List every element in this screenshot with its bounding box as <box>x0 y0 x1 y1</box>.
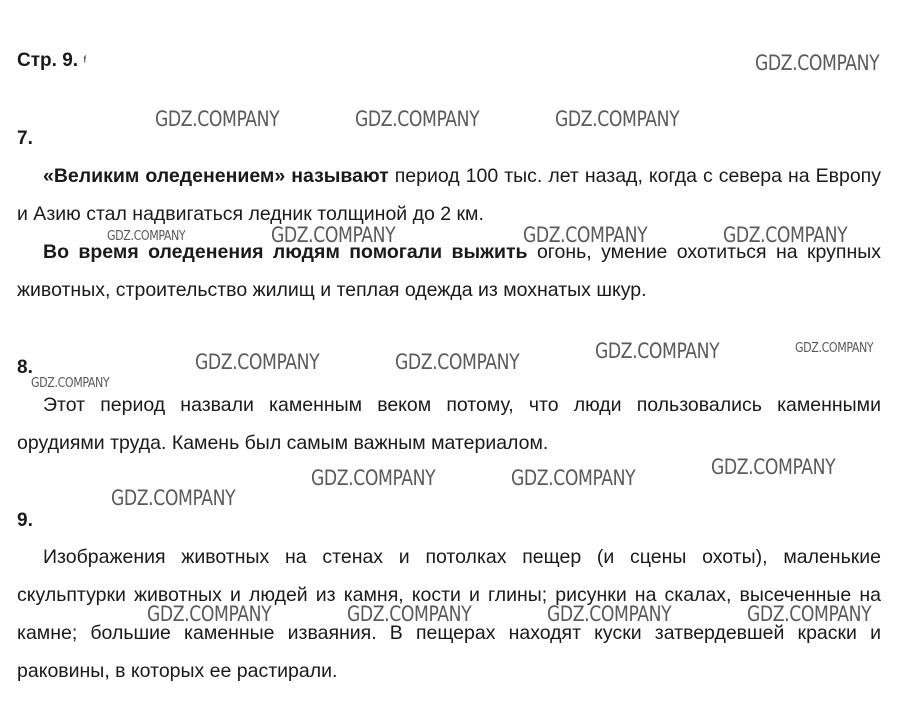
page-label: Стр. 9. $^ᶠ$ <box>17 50 87 71</box>
watermark: GDZ.COMPANY <box>271 223 396 247</box>
watermark: GDZ.COMPANY <box>155 107 280 131</box>
watermark: GDZ.COMPANY <box>147 602 272 626</box>
answer-number-7: 7. <box>17 128 33 149</box>
answer-8-paragraph-1 <box>17 386 881 462</box>
answer-8-paragraph-1-text: Этот период назвали каменным веком потому, что люди пользовались каменными орудиями труда. Камень был самым важным материалом. <box>17 394 881 454</box>
answer-7-paragraph-1-text: период 100 тыс. лет назад, когда с севера на Европу и Азию стал надвигаться ледник толщиной до 2 км. <box>17 165 881 225</box>
answer-number-9: 9. <box>17 510 33 531</box>
watermark: GDZ.COMPANY <box>347 602 472 626</box>
watermark: GDZ.COMPANY <box>311 466 436 490</box>
watermark: GDZ.COMPANY <box>795 340 874 356</box>
watermark: GDZ.COMPANY <box>395 350 520 374</box>
watermark: GDZ.COMPANY <box>555 107 680 131</box>
watermark: GDZ.COMPANY <box>111 486 236 510</box>
watermark: GDZ.COMPANY <box>523 223 648 247</box>
watermark: GDZ.COMPANY <box>195 350 320 374</box>
watermark: GDZ.COMPANY <box>723 223 848 247</box>
watermark: GDZ.COMPANY <box>755 51 880 75</box>
watermark: GDZ.COMPANY <box>547 602 672 626</box>
answer-number-8: 8. <box>17 357 33 378</box>
watermark: GDZ.COMPANY <box>355 107 480 131</box>
watermark: GDZ.COMPANY <box>595 339 720 363</box>
answer-7-paragraph-1-bold: «Великим оледенением» называют <box>43 165 389 187</box>
answer-7-paragraph-2-bold: Во время оледенения людям помогали выжить <box>43 241 528 263</box>
answer-7-paragraph-2-text: огонь, умение охотиться на крупных животных, строительство жилищ и теплая одежда из мохнатых шкур. <box>17 241 881 301</box>
answer-7-paragraph-1 <box>17 157 881 233</box>
answer-9-paragraph-1-text: Изображения животных на стенах и потолках пещер (и сцены охоты), маленькие скульптурки животных и людей из камня, кости и глины; рисунки на скалах, высеченные на камне; большие каменные изваяния. В пещерах находят куски затвердевшей краски и раковины, в которых ее растирали. <box>17 546 881 682</box>
watermark: GDZ.COMPANY <box>711 455 836 479</box>
watermark: GDZ.COMPANY <box>747 602 872 626</box>
watermark: GDZ.COMPANY <box>107 228 186 244</box>
page-label-text: Стр. 9. <box>17 50 79 71</box>
watermark: GDZ.COMPANY <box>511 466 636 490</box>
watermark: GDZ.COMPANY <box>31 375 110 391</box>
